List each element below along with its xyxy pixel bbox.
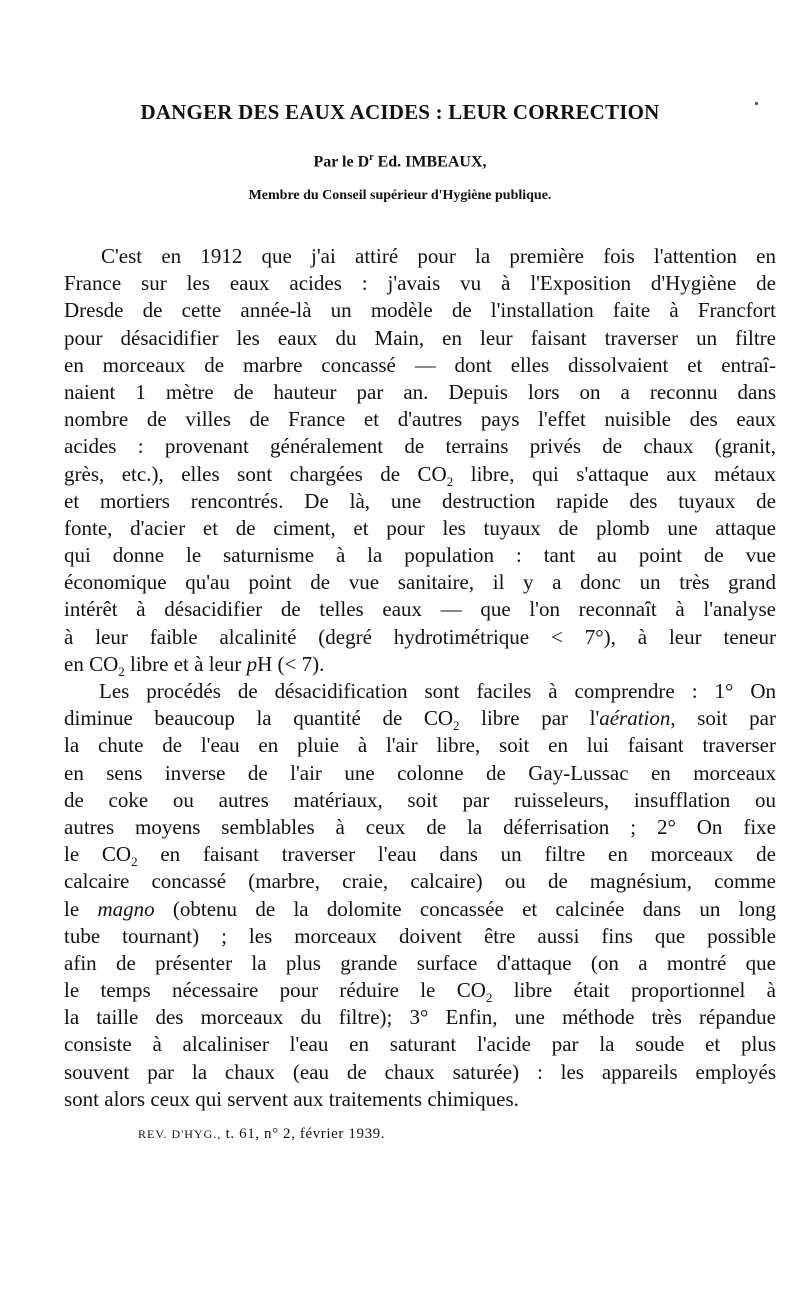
subscript: 2 <box>446 473 454 489</box>
text-segment: le CO <box>64 842 132 867</box>
text-line <box>64 896 776 923</box>
text-line: France sur les eaux acides : j'avais vu à l'Exposition d'Hygiène de <box>64 271 776 296</box>
text-line: et mortiers rencontrés. De là, une destruction rapide des tuyaux de <box>64 488 776 513</box>
journal-abbrev: REV. D'HYG., <box>138 1127 222 1141</box>
text-line: en sens inverse de l'air une colonne de Gay-Lussac en morceaux <box>64 760 776 785</box>
text-segment: libre, qui s'attaque aux métaux <box>453 461 776 486</box>
text-line: afin de présenter la plus grande surface d'attaque (on a montré que <box>64 950 776 975</box>
text-line: pour désacidifier les eaux du Main, en leur faisant traverser un filtre <box>64 325 776 350</box>
citation-details: t. 61, n° 2, février 1939. <box>221 1126 386 1142</box>
text-segment: libre et à leur <box>124 651 247 676</box>
text-line <box>64 461 776 488</box>
text-line: Dresde de cette année-là un modèle de l'installation faite à Francfort <box>64 298 776 323</box>
text-segment: le <box>64 896 98 921</box>
italic-segment: p <box>246 651 258 676</box>
text-segment: grès, etc.), elles sont chargées de CO <box>64 461 447 486</box>
text-line: Les procédés de désacidification sont faciles à comprendre : 1° On <box>99 679 776 703</box>
text-line: autres moyens semblables à ceux de la déferrisation ; 2° On fixe <box>64 814 776 839</box>
journal-citation <box>138 1126 385 1143</box>
text-segment: en CO <box>64 651 119 676</box>
text-line: sont alors ceux qui servent aux traitements chimiques. <box>64 1086 519 1111</box>
text-segment: le temps nécessaire pour réduire le CO <box>64 978 486 1003</box>
paragraph-2 <box>64 678 776 1113</box>
text-line <box>64 705 776 732</box>
text-line: consiste à alcaliniser l'eau en saturant l'acide par la soude et plus <box>64 1032 776 1057</box>
text-line: calcaire concassé (marbre, craie, calcaire) ou de magnésium, comme <box>64 869 776 894</box>
article-title: DANGER DES EAUX ACIDES : LEUR CORRECTION <box>140 100 660 124</box>
text-line <box>64 651 776 678</box>
author-affiliation: Membre du Conseil supérieur d'Hygiène publique. <box>248 188 552 203</box>
author-prefix: Par le D <box>313 153 370 171</box>
article-body <box>64 243 776 1113</box>
text-line <box>64 977 776 1004</box>
subscript: 2 <box>485 990 493 1006</box>
text-line: la chute de l'eau en pluie à l'air libre, soit en lui faisant traverser <box>64 733 776 758</box>
text-line: souvent par la chaux (eau de chaux saturée) : les appareils employés <box>64 1059 776 1084</box>
italic-segment: aération <box>599 706 671 731</box>
text-line: économique qu'au point de vue sanitaire, il y a donc un très grand <box>64 570 776 595</box>
subscript: 2 <box>131 854 138 870</box>
paragraph-1 <box>64 243 776 678</box>
text-line: fonte, d'acier et de ciment, et pour les tuyaux de plomb une attaque <box>64 515 776 540</box>
text-line: naient 1 mètre de hauteur par an. Depuis lors on a reconnu dans <box>64 379 776 404</box>
text-line: tube tournant) ; les morceaux doivent être aussi fins que possible <box>64 923 776 948</box>
author-name: Ed. IMBEAUX, <box>373 153 487 171</box>
text-line: nombre de villes de France et d'autres pays l'effet nuisible des eaux <box>64 407 776 432</box>
author-line <box>0 152 800 171</box>
text-line: de coke ou autres matériaux, soit par ruisseleurs, insufflation ou <box>64 787 776 812</box>
author-title-sup: r <box>369 152 374 163</box>
text-line: la taille des morceaux du filtre); 3° Enfin, une méthode très répandue <box>64 1005 776 1030</box>
text-segment: (obtenu de la dolomite concassée et calcinée dans un long <box>154 896 776 921</box>
text-segment: H (< 7). <box>257 651 325 676</box>
text-line: C'est en 1912 que j'ai attiré pour la première fois l'attention en <box>101 244 776 268</box>
text-segment: libre par l' <box>459 706 600 731</box>
text-line: en morceaux de marbre concassé — dont elles dissolvaient et entraî- <box>64 352 776 377</box>
text-line: à leur faible alcalinité (degré hydrotimétrique < 7°), à leur teneur <box>64 624 776 649</box>
text-segment: libre était proportionnel à <box>492 978 776 1003</box>
text-segment: , soit par <box>670 706 776 731</box>
italic-segment: magno <box>97 896 155 921</box>
subscript: 2 <box>453 718 460 734</box>
subscript: 2 <box>118 664 125 679</box>
text-line <box>64 841 776 868</box>
text-segment: en faisant traverser l'eau dans un filtre en morceaux de <box>137 842 776 867</box>
text-segment: diminue beaucoup la quantité de CO <box>64 706 454 731</box>
text-line: acides : provenant généralement de terrains privés de chaux (granit, <box>64 434 776 459</box>
text-line: qui donne le saturnisme à la population : tant au point de vue <box>64 543 776 568</box>
text-line: intérêt à désacidifier de telles eaux — que l'on reconnaît à l'analyse <box>64 597 776 622</box>
